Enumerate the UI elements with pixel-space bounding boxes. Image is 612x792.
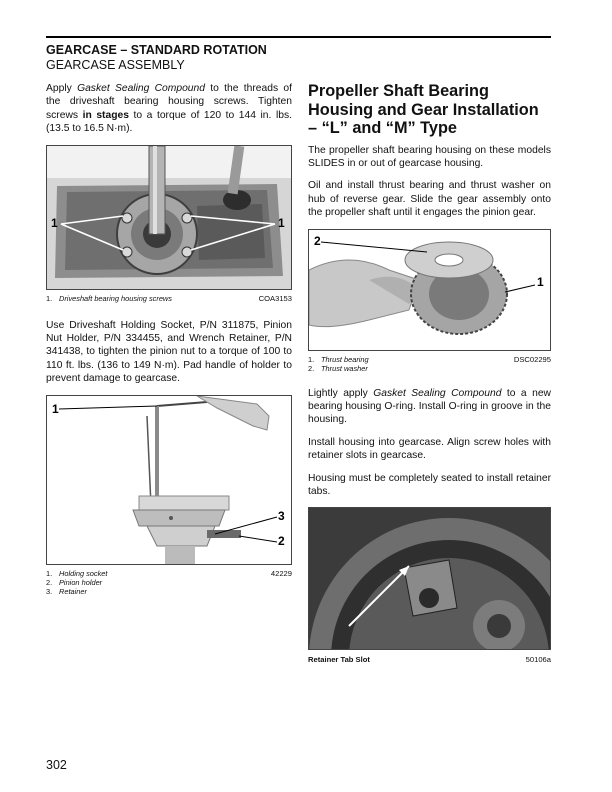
figure-thrust-bearing: [308, 229, 551, 351]
header-rule: [46, 36, 551, 38]
callout-thrust-bearing: 1: [537, 274, 544, 289]
holding-socket-photo: [47, 396, 291, 564]
caption-item: 2. Pinion holder: [46, 577, 103, 587]
figure-2-code: 42229: [270, 568, 292, 578]
caption-item: 3. Retainer: [46, 586, 87, 596]
left-paragraph-2: Use Driveshaft Holding Socket, P/N 311875, Pinion Nut Holder, P/N 334455, and Wrench Retainer, P/N 341438, to tighten the pinion nut to a torque of 100 to 110 ft. lbs. (136 to 149 N·m). Pad handle of holder to prevent damage to gearcase.: [46, 319, 292, 385]
figure-4-caption: [308, 655, 551, 664]
caption-item: 1. Driveshaft bearing housing screws: [46, 293, 172, 303]
header-title: GEARCASE – STANDARD ROTATION: [46, 43, 267, 57]
figure-retainer-tab-slot: [308, 507, 551, 650]
figure-1-caption: [46, 294, 292, 303]
page-header: [46, 36, 551, 72]
right-paragraph-4: Install housing into gearcase. Align screw holes with retainer slots in gearcase.: [308, 436, 551, 462]
figure-3-code: DSC02295: [513, 354, 551, 364]
figure-holding-socket: [46, 395, 292, 565]
left-paragraph-1: Apply Gasket Sealing Compound to the threads of the driveshaft bearing housing screws. Tighten screws in stages to a torque of 120 to 144 in. lbs. (13.5 to 16.5 N·m).: [46, 83, 293, 135]
left-column: [46, 82, 292, 596]
caption-item: 2. Thrust washer: [308, 363, 368, 373]
figure-4-code: 50106a: [525, 655, 551, 665]
right-paragraph-3: Lightly apply Gasket Sealing Compound to a new bearing housing O-ring. Install O-ring in groove in the housing.: [308, 387, 551, 426]
retainer-tab-slot-photo: [309, 508, 550, 649]
page-number: 302: [46, 758, 67, 772]
figure-driveshaft-housing: [46, 145, 292, 290]
section-title: Propeller Shaft Bearing Housing and Gear Installation – “L” and “M” Type: [308, 82, 539, 137]
callout-thrust-washer: 2: [314, 233, 321, 248]
callout-1-left: 1: [51, 215, 58, 230]
driveshaft-housing-photo: [47, 146, 291, 289]
figure-4-title: Retainer Tab Slot: [308, 655, 370, 665]
figure-2-caption: [46, 569, 292, 596]
right-paragraph-5: Housing must be completely seated to install retainer tabs.: [308, 472, 551, 497]
callout-retainer: 3: [278, 508, 285, 523]
right-column: [308, 82, 551, 664]
figure-3-caption: [308, 355, 551, 373]
callout-pinion-holder: 2: [278, 533, 285, 548]
figure-1-code: COA3153: [258, 293, 292, 303]
right-paragraph-1: The propeller shaft bearing housing on these models SLIDES in or out of gearcase housing.: [308, 144, 551, 169]
right-paragraph-2: Oil and install thrust bearing and thrust washer on hub of reverse gear. Slide the gear assembly onto the propeller shaft until it engages the pinion gear.: [308, 180, 551, 219]
thrust-bearing-photo: [309, 230, 550, 350]
caption-item: 1. Holding socket: [46, 568, 108, 578]
caption-item: 1. Thrust bearing: [308, 354, 369, 364]
callout-1-right: 1: [278, 215, 285, 230]
callout-holding-socket: 1: [52, 401, 59, 416]
header-subtitle: GEARCASE ASSEMBLY: [46, 58, 185, 72]
